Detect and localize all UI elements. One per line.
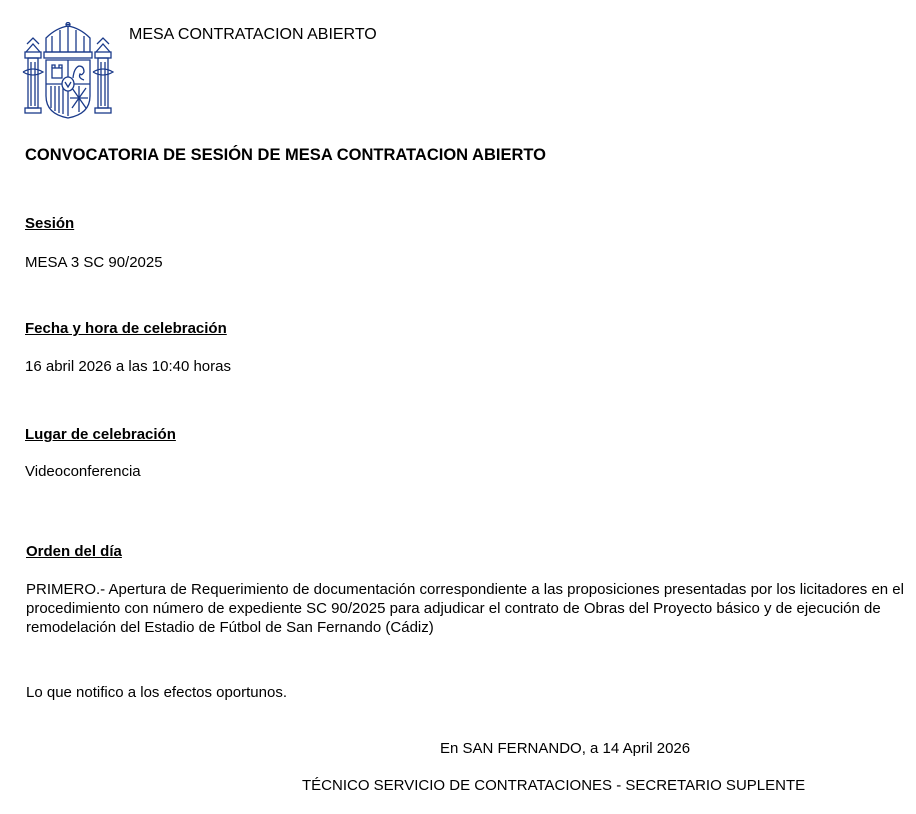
datetime-value: 16 abril 2026 a las 10:40 horas bbox=[25, 358, 231, 375]
page-title: CONVOCATORIA DE SESIÓN DE MESA CONTRATACION ABIERTO bbox=[25, 146, 546, 164]
signer-title: TÉCNICO SERVICIO DE CONTRATACIONES - SECRETARIO SUPLENTE bbox=[302, 777, 806, 794]
agenda-heading: Orden del día bbox=[26, 543, 122, 560]
header-title: MESA CONTRATACION ABIERTO bbox=[129, 26, 377, 43]
agenda-text: PRIMERO.- Apertura de Requerimiento de documentación correspondiente a las proposiciones presentadas por los licitadores en el procedimiento con número de expediente SC 90/2025 para adjudicar el contrato de Obras del Proyecto básico y de ejecución de remodelación del Estadio de Fútbol de San Fernando (Cádiz) bbox=[26, 581, 904, 636]
place-heading: Lugar de celebración bbox=[25, 426, 176, 443]
place-value: Videoconferencia bbox=[25, 463, 141, 480]
place-date: En SAN FERNANDO, a 14 April 2026 bbox=[440, 740, 691, 757]
session-heading: Sesión bbox=[25, 215, 75, 232]
closing-text: Lo que notifico a los efectos oportunos. bbox=[26, 684, 288, 701]
spain-coat-of-arms-icon bbox=[22, 22, 114, 120]
datetime-heading: Fecha y hora de celebración bbox=[25, 320, 227, 337]
session-value: MESA 3 SC 90/2025 bbox=[25, 254, 163, 271]
